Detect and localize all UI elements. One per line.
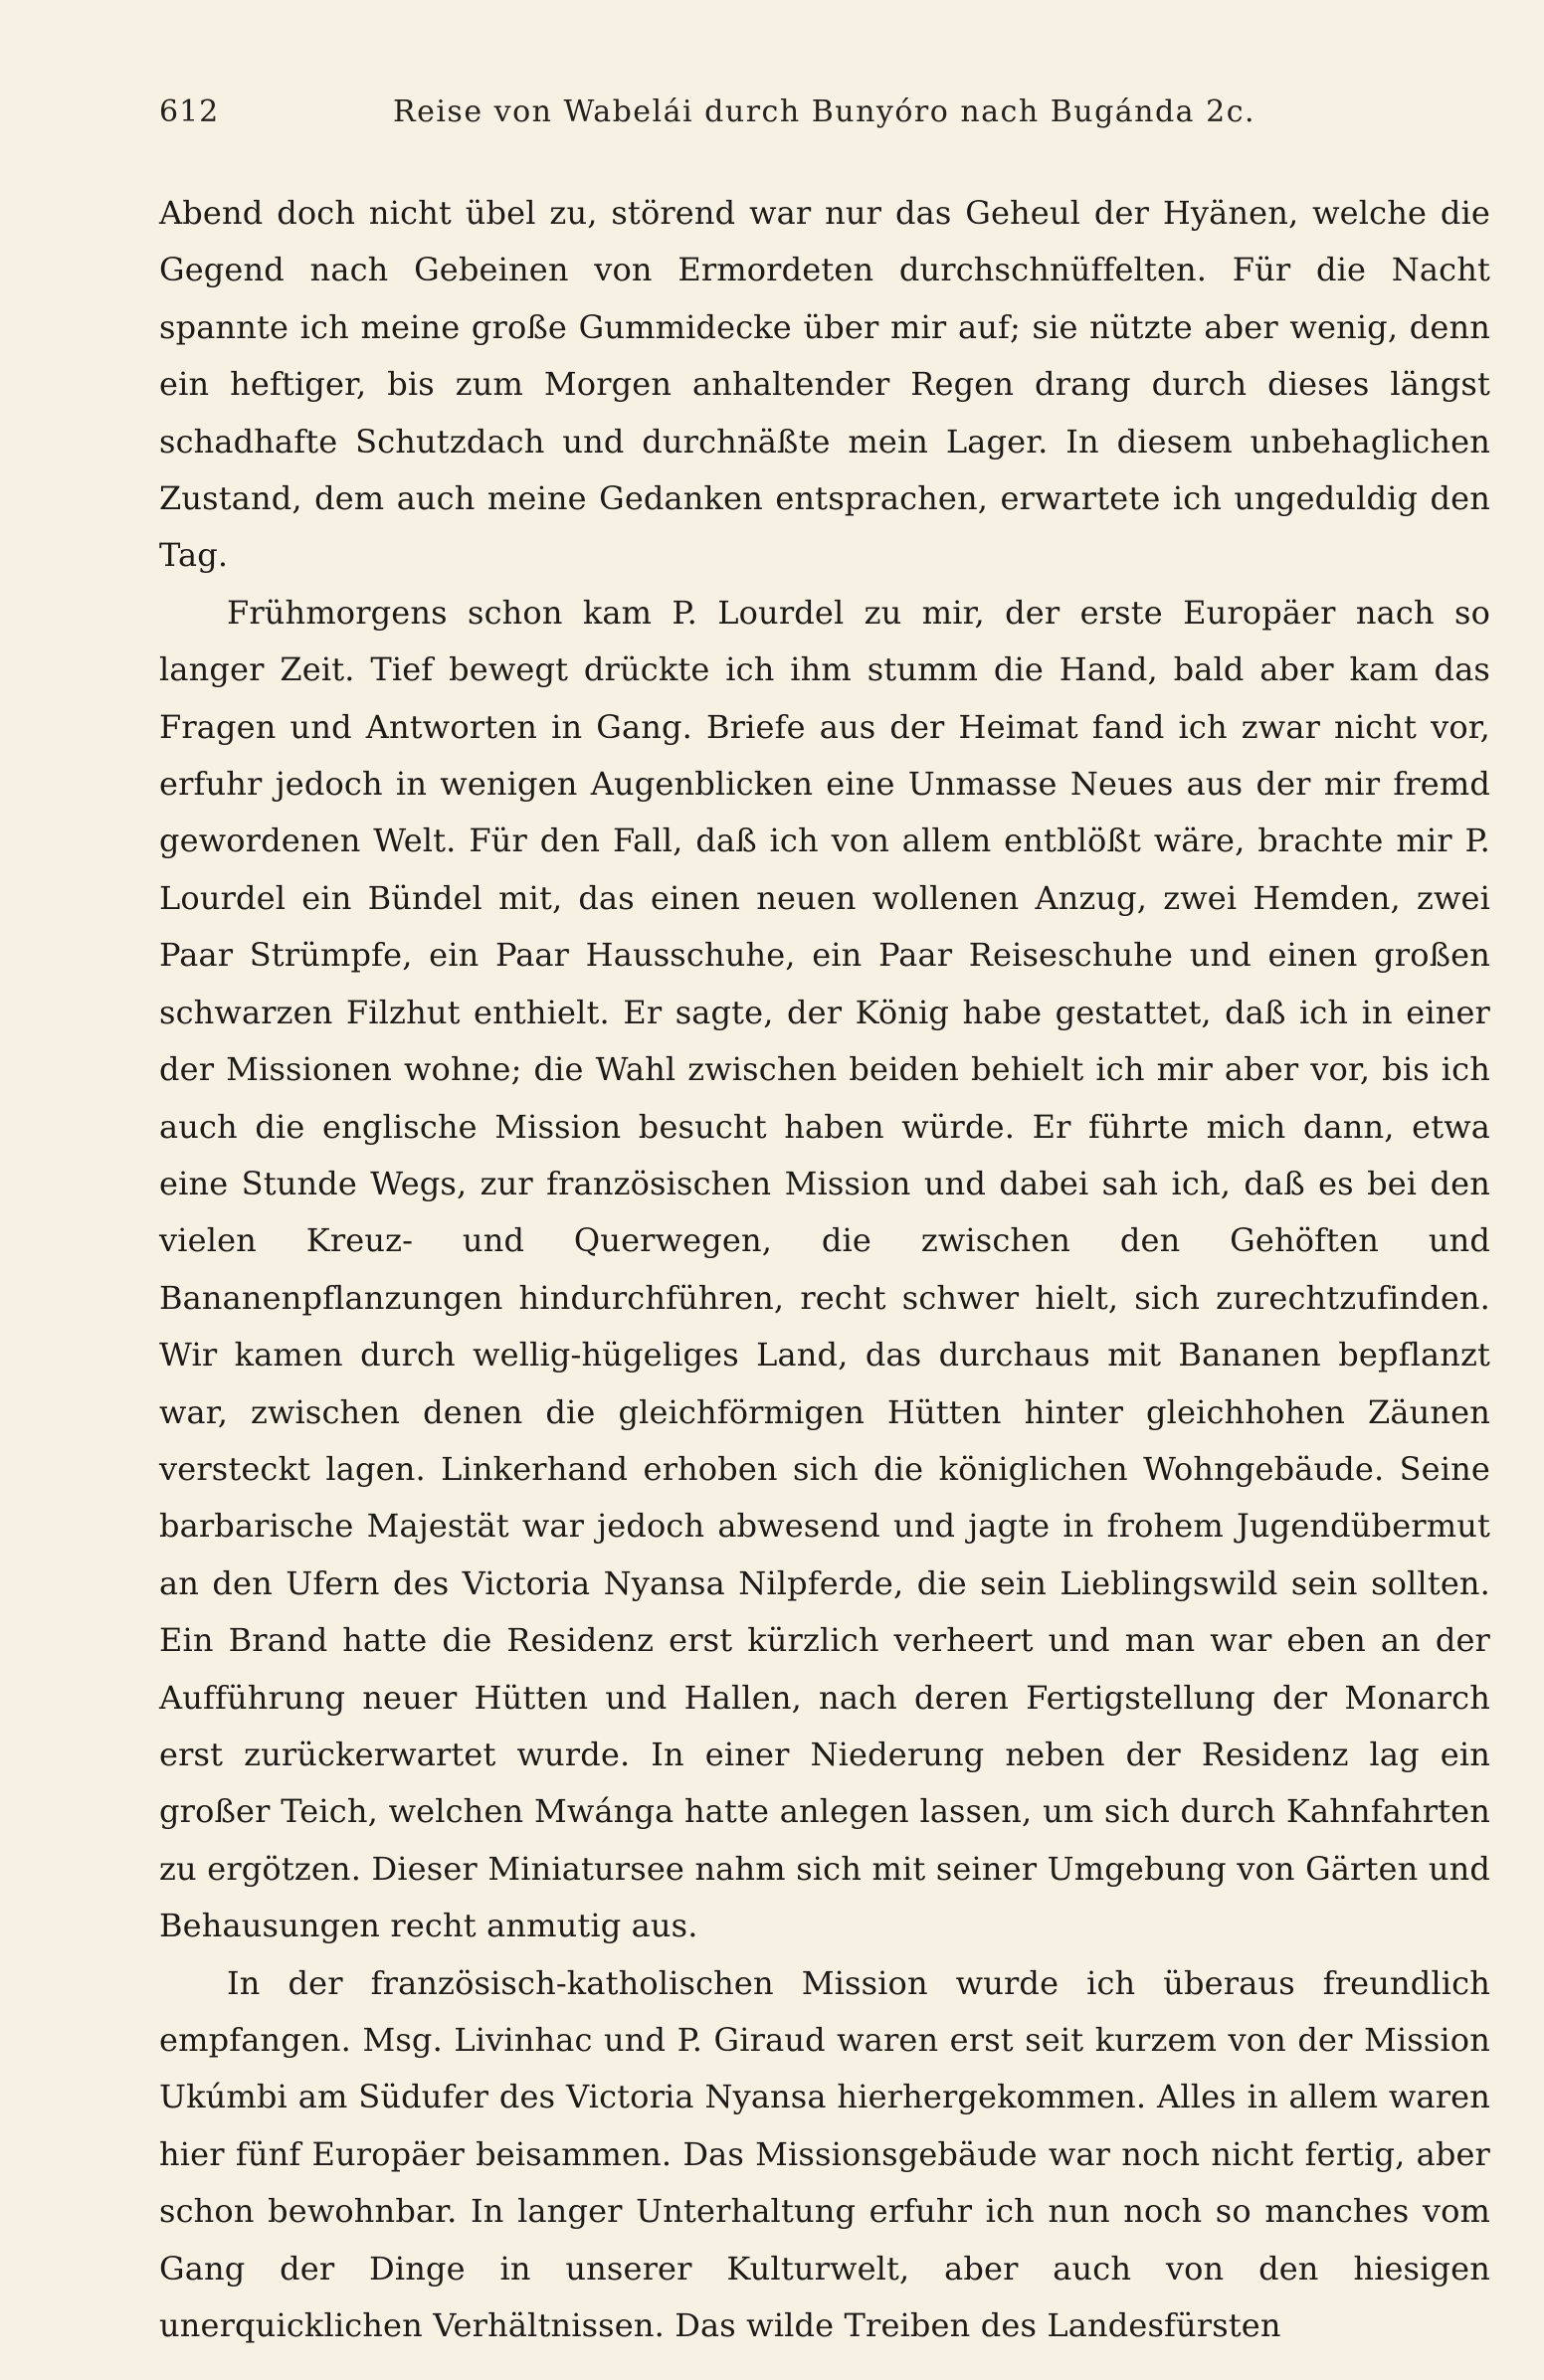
body-text [159,185,1490,2354]
page-number: 612 [159,94,220,129]
page-header [159,88,1492,137]
running-title: Reise von Wabelái durch Bunyóro nach Bugánda 2c. [393,94,1256,129]
paragraph-1: Abend doch nicht übel zu, störend war nur das Geheul der Hyänen, welche die Gegend nach Gebeinen von Ermordeten durchschnüffelten. Für die Nacht spannte ich meine große Gummidecke über mir auf; sie nützte aber wenig, denn ein heftiger, bis zum Morgen anhaltender Regen drang durch dieses längst schadhafte Schutzdach und durchnäßte mein Lager. In diesem unbehaglichen Zustand, dem auch meine Gedanken entsprachen, erwartete ich ungeduldig den Tag. [159,194,1490,575]
paragraph-2: Frühmorgens schon kam P. Lourdel zu mir, der erste Europäer nach so langer Zeit. Tief bewegt drückte ich ihm stumm die Hand, bald aber kam das Fragen und Antworten in Gang. Briefe aus der Heimat fand ich zwar nicht vor, erfuhr jedoch in wenigen Augenblicken eine Unmasse Neues aus der mir fremd gewordenen Welt. Für den Fall, daß ich von allem entblößt wäre, brachte mir P. Lourdel ein Bündel mit, das einen neuen wollenen Anzug, zwei Hemden, zwei Paar Strümpfe, ein Paar Hausschuhe, ein Paar Reiseschuhe und einen großen schwarzen Filzhut enthielt. Er sagte, der König habe gestattet, daß ich in einer der Missionen wohne; die Wahl zwischen beiden behielt ich mir aber vor, bis ich auch die englische Mission besucht haben würde. Er führte mich dann, etwa eine Stunde Wegs, zur französischen Mission und dabei sah ich, daß es bei den vielen Kreuz- und Querwegen, die zwischen den Gehöften und Bananenpflanzungen hindurchführen, recht schwer hielt, sich zurechtzufinden. Wir kamen durch wellig-hügeliges Land, das durchaus mit Bananen bepflanzt war, zwischen denen die gleichförmigen Hütten hinter gleichhohen Zäunen versteckt lagen. Linkerhand erhoben sich die königlichen Wohngebäude. Seine barbarische Majestät war jedoch abwesend und jagte in frohem Jugendübermut an den Ufern des Victoria Nyansa Nilpferde, die sein Lieblingswild sein sollten. Ein Brand hatte die Residenz erst kürzlich verheert und man war eben an der Aufführung neuer Hütten und Hallen, nach deren Fertigstellung der Monarch erst zurückerwartet wurde. In einer Niederung neben der Residenz lag ein großer Teich, welchen Mwánga hatte anlegen lassen, um sich durch Kahnfahrten zu ergötzen. Dieser Miniatursee nahm sich mit seiner Umgebung von Gärten und Behausungen recht anmutig aus. [159,593,1490,1945]
paragraph-3: In der französisch-katholischen Mission wurde ich überaus freundlich empfangen. Msg. Livinhac und P. Giraud waren erst seit kurzem von der Mission Ukúmbi am Südufer des Victoria Nyansa hierhergekommen. Alles in allem waren hier fünf Europäer beisammen. Das Missionsgebäude war noch nicht fertig, aber schon bewohnbar. In langer Unterhaltung erfuhr ich nun noch so manches vom Gang der Dinge in unserer Kulturwelt, aber auch von den hiesigen unerquicklichen Verhältnissen. Das wilde Treiben des Landesfürsten [159,1963,1490,2345]
